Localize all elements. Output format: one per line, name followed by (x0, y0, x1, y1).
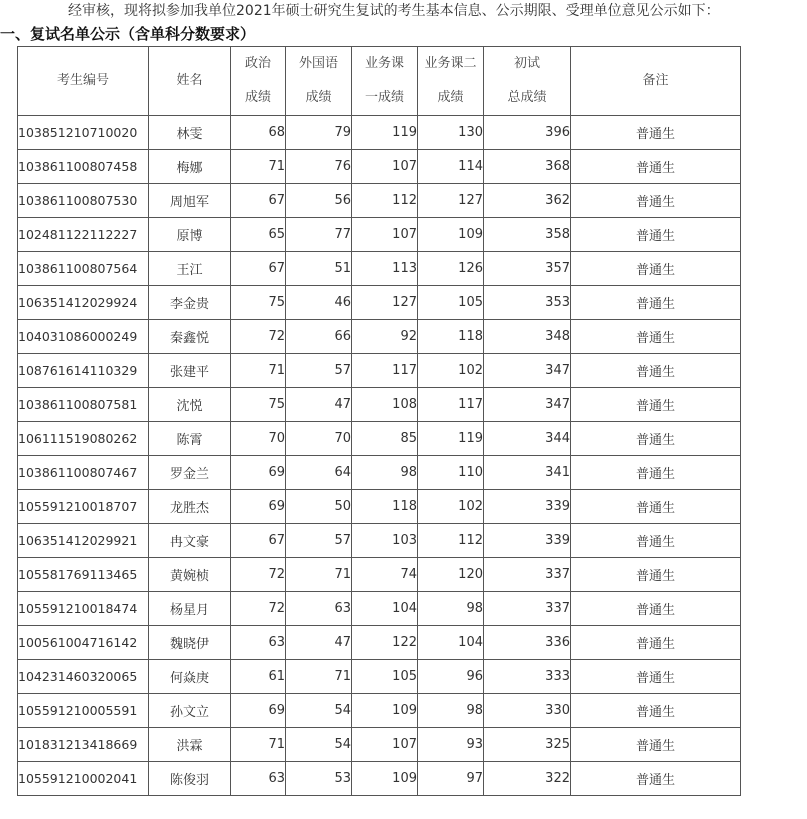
foreign-language-score-cell: 56 (286, 184, 352, 218)
candidate-id-cell: 103861100807564 (18, 252, 149, 286)
candidate-id-cell: 106111519080262 (18, 422, 149, 456)
politics-score-cell: 69 (231, 694, 286, 728)
politics-score-cell: 63 (231, 626, 286, 660)
major-course-1-score-cell: 108 (352, 388, 418, 422)
candidate-id-cell: 102481122112227 (18, 218, 149, 252)
header-foreign-language-score: 外国语 成绩 (286, 47, 352, 116)
major-course-2-score-cell: 126 (418, 252, 484, 286)
header-major-course-2-score: 业务课二 成绩 (418, 47, 484, 116)
section-title: 一、复试名单公示（含单科分数要求） (0, 25, 256, 43)
major-course-1-score-cell: 122 (352, 626, 418, 660)
politics-score-cell: 63 (231, 762, 286, 796)
candidate-name-cell: 原博 (149, 218, 231, 252)
note-cell: 普通生 (571, 286, 741, 320)
foreign-language-score-cell: 47 (286, 626, 352, 660)
politics-score-cell: 65 (231, 218, 286, 252)
note-cell: 普通生 (571, 694, 741, 728)
candidate-id-cell: 100561004716142 (18, 626, 149, 660)
foreign-language-score-cell: 50 (286, 490, 352, 524)
table-row (18, 184, 741, 218)
politics-score-cell: 72 (231, 592, 286, 626)
table-row (18, 558, 741, 592)
header-name: 姓名 (149, 47, 231, 116)
major-course-2-score-cell: 117 (418, 388, 484, 422)
foreign-language-score-cell: 66 (286, 320, 352, 354)
major-course-1-score-cell: 107 (352, 218, 418, 252)
note-cell: 普通生 (571, 728, 741, 762)
table-row (18, 320, 741, 354)
header-total-score: 初试 总成绩 (484, 47, 571, 116)
table-row (18, 150, 741, 184)
major-course-1-score-cell: 85 (352, 422, 418, 456)
politics-score-cell: 67 (231, 252, 286, 286)
candidate-id-cell: 105591210002041 (18, 762, 149, 796)
total-score-cell: 347 (484, 388, 571, 422)
note-cell: 普通生 (571, 490, 741, 524)
major-course-1-score-cell: 103 (352, 524, 418, 558)
candidate-name-cell: 孙文立 (149, 694, 231, 728)
note-cell: 普通生 (571, 456, 741, 490)
total-score-cell: 396 (484, 116, 571, 150)
candidate-id-cell: 103861100807467 (18, 456, 149, 490)
table-row (18, 218, 741, 252)
note-cell: 普通生 (571, 150, 741, 184)
table-row (18, 626, 741, 660)
politics-score-cell: 67 (231, 524, 286, 558)
foreign-language-score-cell: 64 (286, 456, 352, 490)
header-politics-score: 政治 成绩 (231, 47, 286, 116)
major-course-2-score-cell: 127 (418, 184, 484, 218)
politics-score-cell: 61 (231, 660, 286, 694)
total-score-cell: 322 (484, 762, 571, 796)
major-course-2-score-cell: 119 (418, 422, 484, 456)
candidate-name-cell: 龙胜杰 (149, 490, 231, 524)
note-cell: 普通生 (571, 524, 741, 558)
major-course-1-score-cell: 104 (352, 592, 418, 626)
total-score-cell: 344 (484, 422, 571, 456)
candidate-id-cell: 105581769113465 (18, 558, 149, 592)
note-cell: 普通生 (571, 626, 741, 660)
table-row (18, 388, 741, 422)
total-score-cell: 341 (484, 456, 571, 490)
table-row (18, 592, 741, 626)
major-course-1-score-cell: 107 (352, 728, 418, 762)
note-cell: 普通生 (571, 422, 741, 456)
table-row (18, 116, 741, 150)
candidate-name-cell: 沈悦 (149, 388, 231, 422)
candidate-name-cell: 梅娜 (149, 150, 231, 184)
major-course-1-score-cell: 109 (352, 762, 418, 796)
total-score-cell: 336 (484, 626, 571, 660)
note-cell: 普通生 (571, 218, 741, 252)
candidate-name-cell: 张建平 (149, 354, 231, 388)
politics-score-cell: 67 (231, 184, 286, 218)
candidate-id-cell: 105591210005591 (18, 694, 149, 728)
retest-candidate-table (17, 46, 741, 796)
major-course-2-score-cell: 102 (418, 354, 484, 388)
major-course-1-score-cell: 74 (352, 558, 418, 592)
header-note: 备注 (571, 47, 741, 116)
candidate-name-cell: 周旭军 (149, 184, 231, 218)
total-score-cell: 337 (484, 592, 571, 626)
total-score-cell: 333 (484, 660, 571, 694)
foreign-language-score-cell: 77 (286, 218, 352, 252)
major-course-1-score-cell: 113 (352, 252, 418, 286)
candidate-id-cell: 103861100807581 (18, 388, 149, 422)
major-course-2-score-cell: 114 (418, 150, 484, 184)
table-row (18, 728, 741, 762)
note-cell: 普通生 (571, 116, 741, 150)
total-score-cell: 330 (484, 694, 571, 728)
major-course-2-score-cell: 110 (418, 456, 484, 490)
major-course-1-score-cell: 127 (352, 286, 418, 320)
candidate-name-cell: 陈霄 (149, 422, 231, 456)
foreign-language-score-cell: 57 (286, 354, 352, 388)
major-course-2-score-cell: 118 (418, 320, 484, 354)
note-cell: 普通生 (571, 660, 741, 694)
total-score-cell: 353 (484, 286, 571, 320)
intro-paragraph: 经审核，现将拟参加我单位2021年硕士研究生复试的考生基本信息、公示期限、受理单位意见公示如下： (68, 3, 720, 19)
politics-score-cell: 72 (231, 320, 286, 354)
major-course-1-score-cell: 118 (352, 490, 418, 524)
major-course-1-score-cell: 112 (352, 184, 418, 218)
politics-score-cell: 75 (231, 388, 286, 422)
table-row (18, 456, 741, 490)
candidate-id-cell: 103861100807458 (18, 150, 149, 184)
candidate-id-cell: 103851210710020 (18, 116, 149, 150)
header-major-course-1-score: 业务课 一成绩 (352, 47, 418, 116)
total-score-cell: 347 (484, 354, 571, 388)
table-body (18, 116, 741, 796)
candidate-name-cell: 秦鑫悦 (149, 320, 231, 354)
total-score-cell: 348 (484, 320, 571, 354)
politics-score-cell: 75 (231, 286, 286, 320)
candidate-name-cell: 何焱庚 (149, 660, 231, 694)
foreign-language-score-cell: 54 (286, 694, 352, 728)
candidate-id-cell: 106351412029921 (18, 524, 149, 558)
foreign-language-score-cell: 71 (286, 558, 352, 592)
candidate-name-cell: 黄婉桢 (149, 558, 231, 592)
major-course-1-score-cell: 98 (352, 456, 418, 490)
major-course-1-score-cell: 92 (352, 320, 418, 354)
candidate-id-cell: 103861100807530 (18, 184, 149, 218)
candidate-name-cell: 李金贵 (149, 286, 231, 320)
politics-score-cell: 72 (231, 558, 286, 592)
major-course-2-score-cell: 104 (418, 626, 484, 660)
foreign-language-score-cell: 53 (286, 762, 352, 796)
table-row (18, 694, 741, 728)
candidate-id-cell: 101831213418669 (18, 728, 149, 762)
candidate-id-cell: 105591210018474 (18, 592, 149, 626)
major-course-2-score-cell: 105 (418, 286, 484, 320)
table-row (18, 422, 741, 456)
major-course-1-score-cell: 109 (352, 694, 418, 728)
candidate-id-cell: 104031086000249 (18, 320, 149, 354)
major-course-2-score-cell: 112 (418, 524, 484, 558)
candidate-name-cell: 洪霖 (149, 728, 231, 762)
table-row (18, 490, 741, 524)
candidate-id-cell: 105591210018707 (18, 490, 149, 524)
total-score-cell: 362 (484, 184, 571, 218)
foreign-language-score-cell: 51 (286, 252, 352, 286)
note-cell: 普通生 (571, 558, 741, 592)
total-score-cell: 339 (484, 524, 571, 558)
major-course-1-score-cell: 119 (352, 116, 418, 150)
foreign-language-score-cell: 47 (286, 388, 352, 422)
note-cell: 普通生 (571, 320, 741, 354)
candidate-id-cell: 108761614110329 (18, 354, 149, 388)
table-row (18, 762, 741, 796)
candidate-name-cell: 杨星月 (149, 592, 231, 626)
table-row (18, 252, 741, 286)
major-course-2-score-cell: 93 (418, 728, 484, 762)
candidate-name-cell: 陈俊羽 (149, 762, 231, 796)
foreign-language-score-cell: 76 (286, 150, 352, 184)
note-cell: 普通生 (571, 592, 741, 626)
table-header-row (18, 47, 741, 116)
foreign-language-score-cell: 46 (286, 286, 352, 320)
candidate-name-cell: 魏晓伊 (149, 626, 231, 660)
major-course-2-score-cell: 109 (418, 218, 484, 252)
candidate-name-cell: 冉文豪 (149, 524, 231, 558)
total-score-cell: 337 (484, 558, 571, 592)
note-cell: 普通生 (571, 252, 741, 286)
total-score-cell: 357 (484, 252, 571, 286)
politics-score-cell: 69 (231, 490, 286, 524)
politics-score-cell: 68 (231, 116, 286, 150)
note-cell: 普通生 (571, 354, 741, 388)
politics-score-cell: 71 (231, 150, 286, 184)
major-course-2-score-cell: 102 (418, 490, 484, 524)
foreign-language-score-cell: 70 (286, 422, 352, 456)
total-score-cell: 368 (484, 150, 571, 184)
candidate-id-cell: 104231460320065 (18, 660, 149, 694)
total-score-cell: 358 (484, 218, 571, 252)
major-course-2-score-cell: 130 (418, 116, 484, 150)
candidate-id-cell: 106351412029924 (18, 286, 149, 320)
total-score-cell: 339 (484, 490, 571, 524)
note-cell: 普通生 (571, 388, 741, 422)
foreign-language-score-cell: 54 (286, 728, 352, 762)
table-row (18, 660, 741, 694)
candidate-name-cell: 林雯 (149, 116, 231, 150)
major-course-1-score-cell: 117 (352, 354, 418, 388)
politics-score-cell: 70 (231, 422, 286, 456)
major-course-2-score-cell: 98 (418, 694, 484, 728)
candidate-name-cell: 王江 (149, 252, 231, 286)
politics-score-cell: 71 (231, 354, 286, 388)
foreign-language-score-cell: 71 (286, 660, 352, 694)
foreign-language-score-cell: 63 (286, 592, 352, 626)
note-cell: 普通生 (571, 184, 741, 218)
politics-score-cell: 71 (231, 728, 286, 762)
header-candidate-id: 考生编号 (18, 47, 149, 116)
major-course-2-score-cell: 98 (418, 592, 484, 626)
major-course-2-score-cell: 97 (418, 762, 484, 796)
politics-score-cell: 69 (231, 456, 286, 490)
major-course-2-score-cell: 120 (418, 558, 484, 592)
foreign-language-score-cell: 79 (286, 116, 352, 150)
table-row (18, 354, 741, 388)
major-course-1-score-cell: 105 (352, 660, 418, 694)
table-row (18, 286, 741, 320)
table-row (18, 524, 741, 558)
candidate-name-cell: 罗金兰 (149, 456, 231, 490)
major-course-1-score-cell: 107 (352, 150, 418, 184)
note-cell: 普通生 (571, 762, 741, 796)
major-course-2-score-cell: 96 (418, 660, 484, 694)
total-score-cell: 325 (484, 728, 571, 762)
foreign-language-score-cell: 57 (286, 524, 352, 558)
